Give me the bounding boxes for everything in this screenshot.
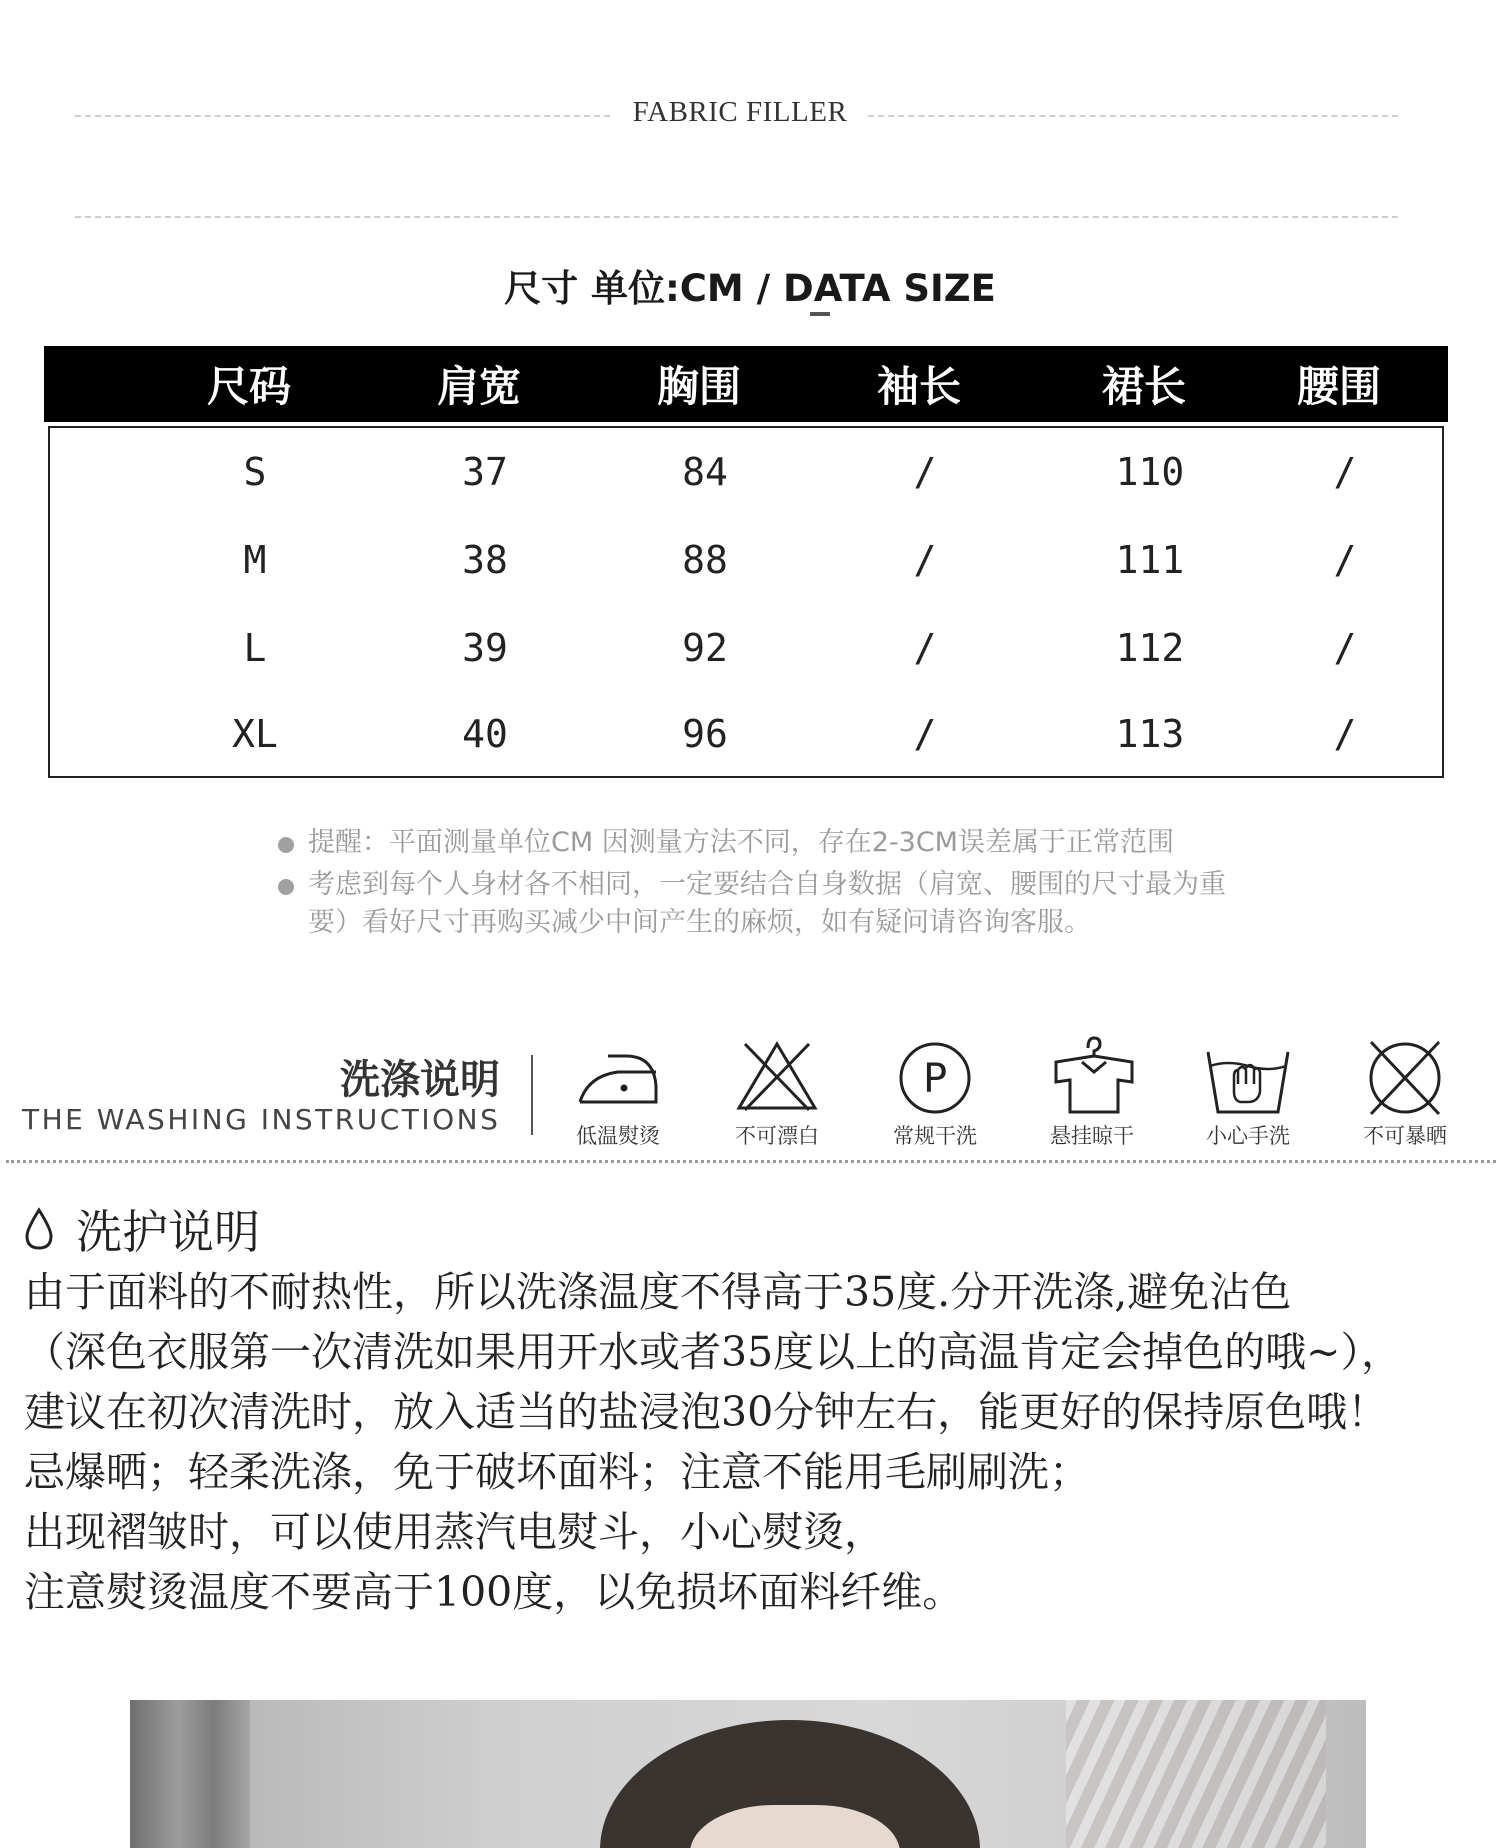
care-line: 建议在初次清洗时，放入适当的盐浸泡30分钟左右，能更好的保持原色哦！	[24, 1388, 1389, 1436]
table-cell: 96	[682, 712, 728, 756]
wash-icon-item	[1183, 1036, 1313, 1150]
washing-title-en: THE WASHING INSTRUCTIONS	[22, 1103, 501, 1136]
note-text: 提醒：平面测量单位CM 因测量方法不同，存在2-3CM误差属于正常范围	[308, 827, 1174, 858]
header-shoulder: 肩宽	[436, 362, 521, 411]
bullet-icon	[278, 837, 294, 853]
table-cell: 111	[1115, 538, 1185, 582]
table-row	[50, 442, 1442, 502]
wash-icon-item	[1340, 1036, 1470, 1150]
wash-icon-item	[870, 1036, 1000, 1150]
fabric-header	[0, 96, 1500, 136]
note-item	[274, 824, 1234, 862]
care-title: 洗护说明	[76, 1205, 260, 1259]
product-photo	[130, 1700, 1366, 1848]
photo-lace	[1066, 1700, 1326, 1848]
fabric-title: FABRIC FILLER	[632, 96, 848, 128]
table-cell: 88	[682, 538, 728, 582]
table-cell: S	[243, 450, 267, 494]
wash-icon-label: 常规干洗	[893, 1124, 977, 1148]
dashed-divider	[75, 115, 610, 117]
svg-text:P: P	[922, 1056, 948, 1102]
low-temp-iron-icon	[568, 1036, 668, 1116]
table-cell: /	[913, 712, 937, 756]
dashed-divider	[75, 216, 1398, 218]
table-cell: /	[913, 626, 937, 670]
size-table-title: 尺寸 单位:CM / DATA SIZE	[504, 267, 996, 310]
table-cell: 40	[462, 712, 508, 756]
table-cell: XL	[232, 712, 278, 756]
size-table-header	[44, 346, 1448, 422]
note-text: 考虑到每个人身材各不相同，一定要结合自身数据（肩宽、腰围的尺寸最为重要）看好尺寸再购买减少中间产生的麻烦，如有疑问请咨询客服。	[308, 869, 1226, 938]
wash-icon-item	[553, 1036, 683, 1150]
wash-icon-item	[1027, 1036, 1157, 1150]
table-row	[50, 618, 1442, 678]
table-row	[50, 530, 1442, 590]
wash-icon-label: 悬挂晾干	[1050, 1124, 1134, 1148]
table-cell: /	[1333, 712, 1357, 756]
table-cell: 84	[682, 450, 728, 494]
header-waist: 腰围	[1296, 362, 1381, 411]
size-table-body	[48, 426, 1444, 778]
table-cell: 38	[462, 538, 508, 582]
table-cell: /	[913, 538, 937, 582]
dry-clean-icon	[885, 1036, 985, 1116]
vertical-divider	[531, 1055, 533, 1135]
hand-wash-icon	[1198, 1036, 1298, 1116]
wash-icon-label: 小心手洗	[1206, 1124, 1290, 1148]
wash-icon-label: 低温熨烫	[576, 1124, 660, 1148]
photo-curtain	[130, 1700, 250, 1848]
title-underline	[810, 312, 830, 316]
no-bleach-icon	[727, 1036, 827, 1116]
care-line: 出现褶皱时，可以使用蒸汽电熨斗，小心熨烫，	[24, 1508, 885, 1556]
header-sleeve: 袖长	[876, 362, 961, 411]
wash-icon-label: 不可漂白	[735, 1124, 819, 1148]
table-cell: 113	[1115, 712, 1185, 756]
table-cell: /	[1333, 450, 1357, 494]
header-size: 尺码	[206, 362, 291, 411]
table-cell: /	[1333, 538, 1357, 582]
dotted-divider	[6, 1160, 1496, 1163]
care-instructions	[24, 1262, 1494, 1622]
table-cell: 92	[682, 626, 728, 670]
no-sun-dry-icon	[1355, 1036, 1455, 1116]
care-line: 注意熨烫温度不要高于100度，以免损坏面料纤维。	[24, 1568, 964, 1616]
table-cell: 39	[462, 626, 508, 670]
washing-title-cn: 洗涤说明	[340, 1057, 500, 1103]
note-item	[274, 866, 1234, 942]
hang-dry-icon	[1042, 1036, 1142, 1116]
table-cell: M	[243, 538, 267, 582]
table-cell: 37	[462, 450, 508, 494]
water-drop-icon	[24, 1207, 54, 1251]
care-header	[24, 1196, 260, 1262]
wash-icon-label: 不可暴晒	[1363, 1124, 1447, 1148]
header-bust: 胸围	[656, 362, 741, 411]
wash-icon-item	[712, 1036, 842, 1150]
table-cell: /	[913, 450, 937, 494]
table-cell: L	[243, 626, 267, 670]
table-cell: 112	[1115, 626, 1185, 670]
bullet-icon	[278, 879, 294, 895]
table-cell: 110	[1115, 450, 1185, 494]
care-line: 由于面料的不耐热性，所以洗涤温度不得高于35度.分开洗涤,避免沾色	[24, 1268, 1292, 1316]
dashed-divider	[868, 115, 1398, 117]
care-line: 忌爆晒；轻柔洗涤，免于破坏面料；注意不能用毛刷刷洗；	[24, 1448, 1090, 1496]
table-row	[50, 704, 1442, 764]
care-line: （深色衣服第一次清洗如果用开水或者35度以上的高温肯定会掉色的哦~），	[24, 1328, 1403, 1376]
size-notes	[274, 824, 1234, 942]
table-cell: /	[1333, 626, 1357, 670]
header-skirt-length: 裙长	[1101, 362, 1186, 411]
